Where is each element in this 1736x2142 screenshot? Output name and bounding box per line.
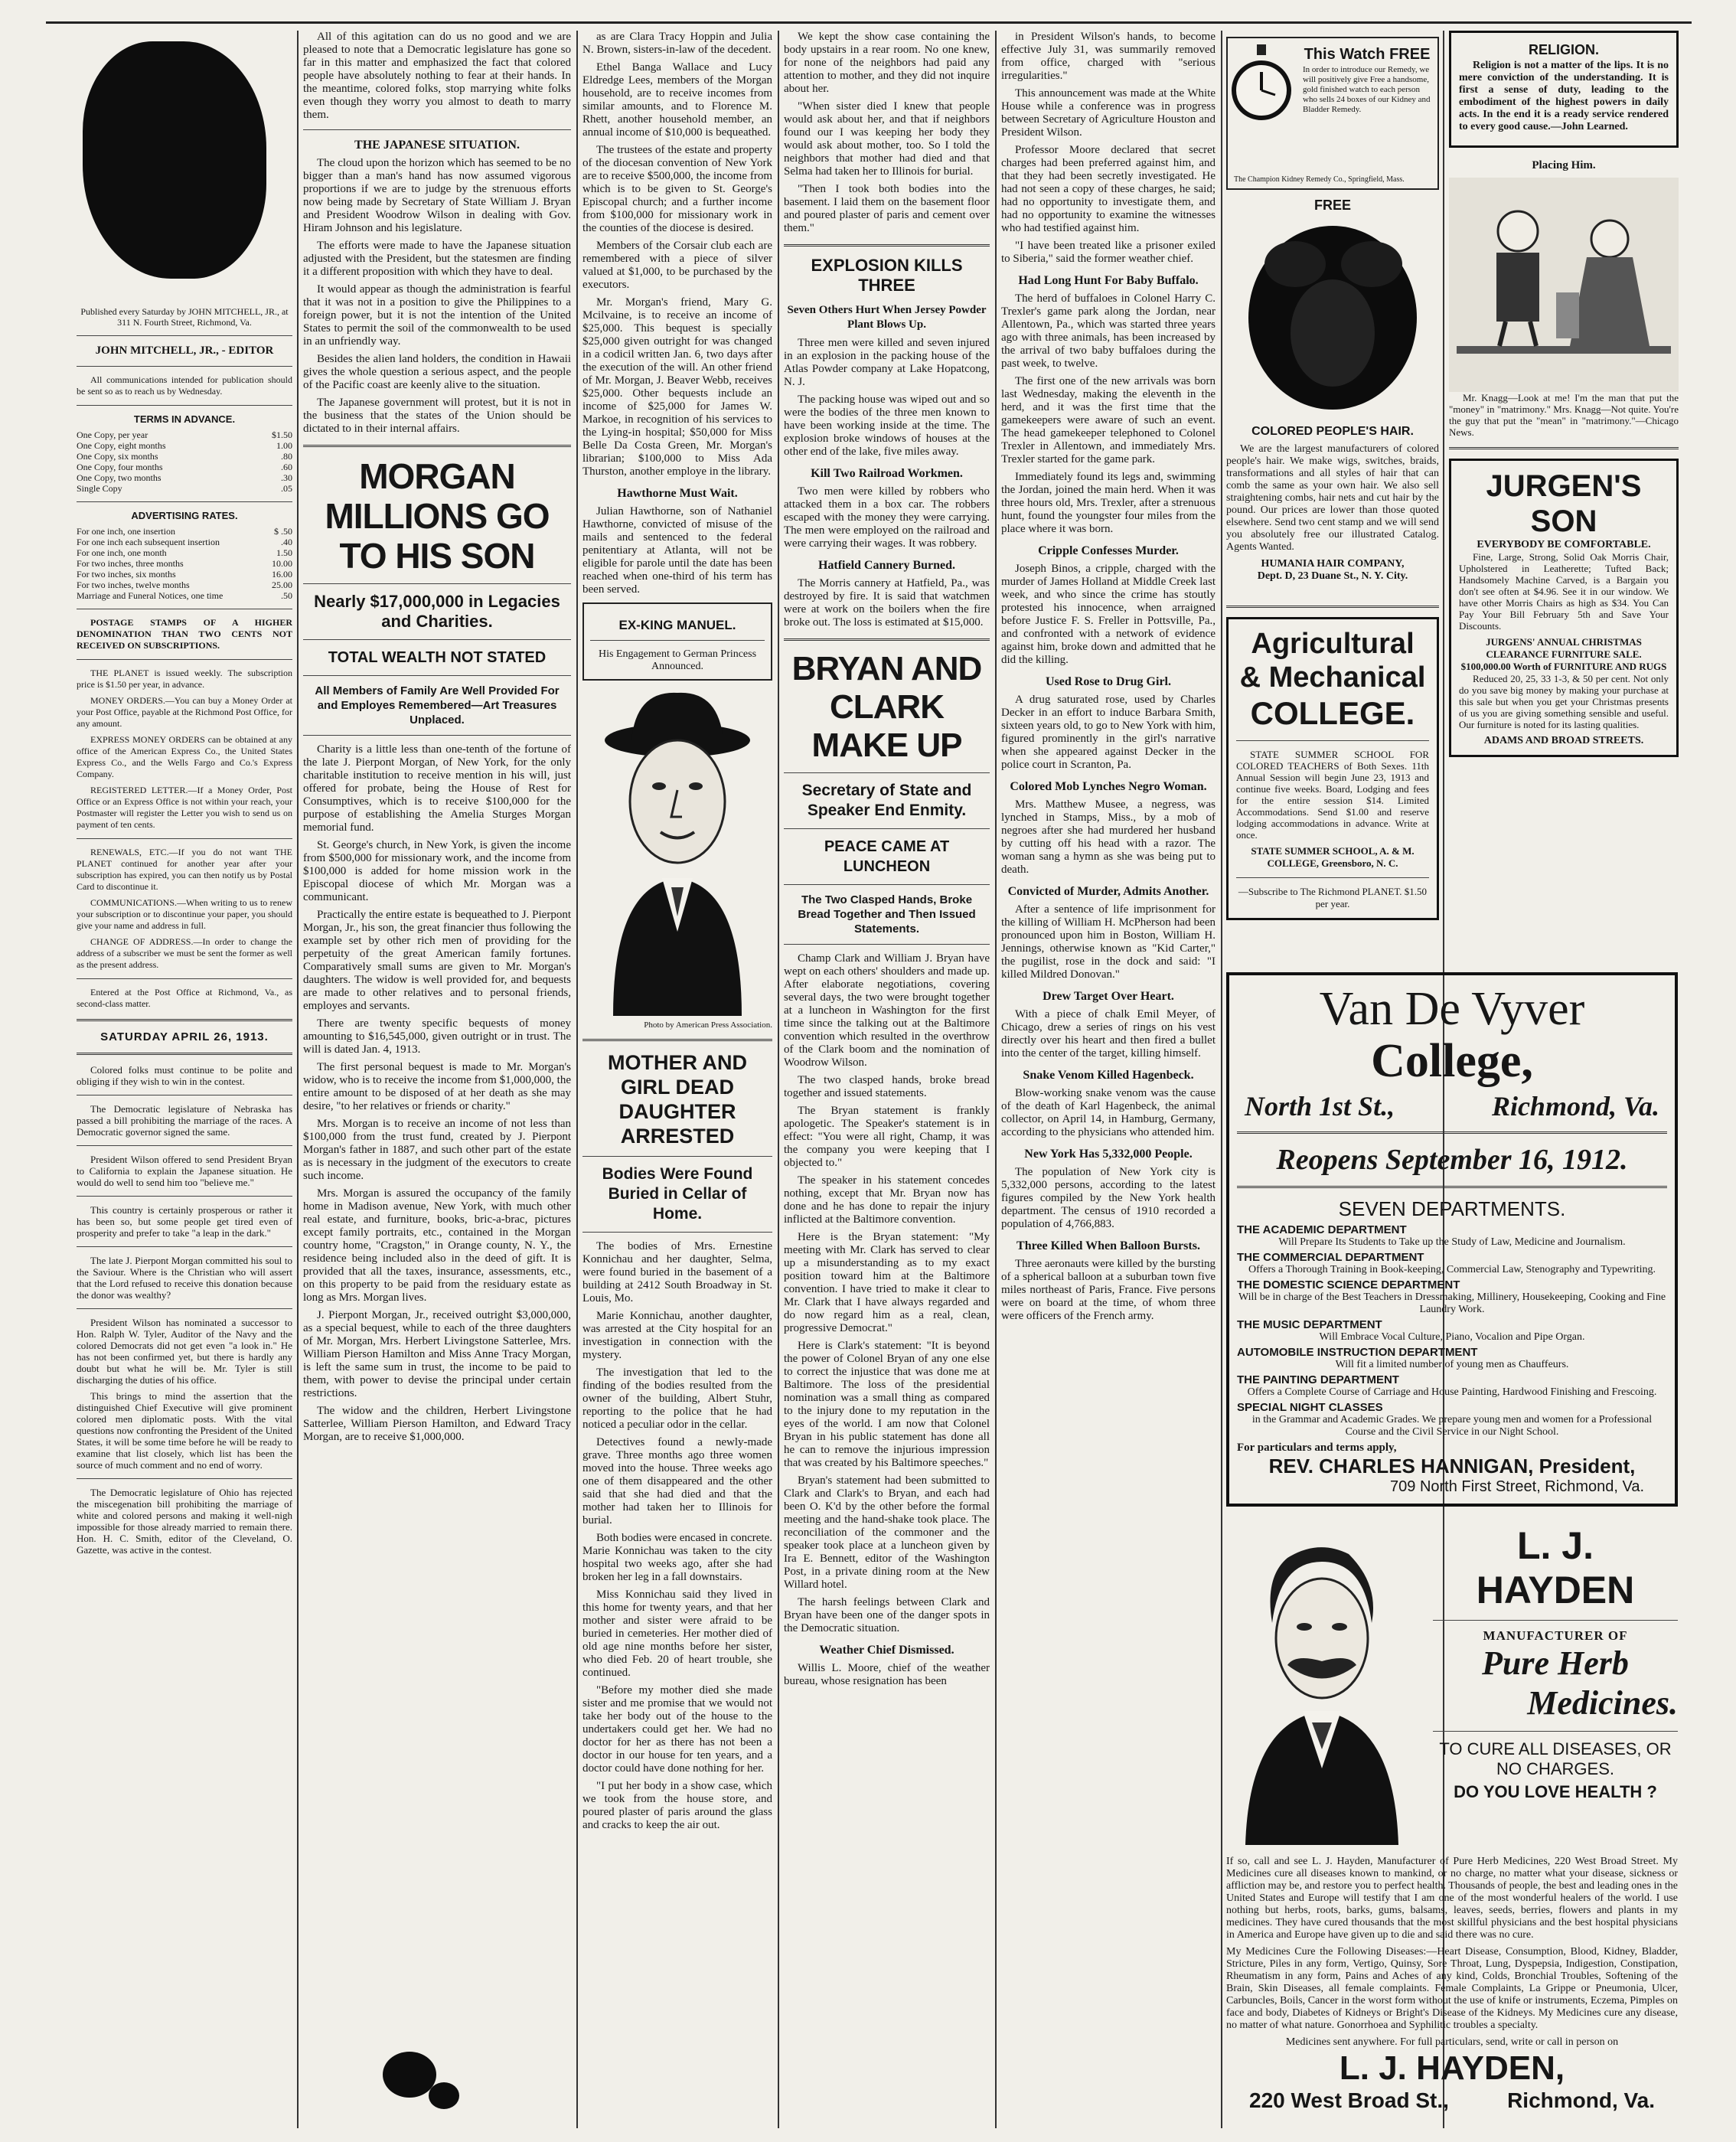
vdv-department-name: THE ACADEMIC DEPARTMENT [1237, 1223, 1407, 1236]
vdv-department-name: SPECIAL NIGHT CLASSES [1237, 1401, 1383, 1414]
column-rule [576, 31, 578, 2128]
hayden-text: If so, call and see L. J. Hayden, Manufacturer of Pure Herb Medicines, 220 West Broad Street. My Medicines cure all diseases known to mankind, or no charge, no matter what your disease, sickness or affliction may be, and restore you to perfect health. Thousands of people, the best and leading ones in the United States and Europe will testify that I am one of the most wonderful healers of the world. I use nothing but herbs, roots, barks, gums, balsams, leaves, seeds, berries, flowers and plants in my medicines. They have cured thousands that the most skillful physicians and the best hospital physicians in America and Europe have given up to die and said there was no cure. [1226, 1856, 1678, 1941]
editor-line: JOHN MITCHELL, JR., - EDITOR [95, 344, 274, 357]
morgan-headline: MORGAN MILLIONS GO TO HIS SON [325, 456, 550, 576]
mother-paragraph: "When sister died I knew that people would ask about her, and that if neighbors found our I was keeping her body they would ask about mother, too. So I told the neighbors that mother had died and that Selma had taken her to Illinois for burial. [784, 100, 990, 178]
bryan-subhead: Secretary of State and Speaker End Enmity. [801, 782, 972, 819]
watch-ad [1226, 37, 1439, 190]
vdv-department-desc: Offers a Thorough Training in Book-keeping, Commercial Law, Stenography and Typewriting. [1248, 1264, 1656, 1275]
ink-blot [429, 2082, 459, 2109]
column-rule [995, 31, 997, 2128]
agri-line-2: & Mechanical [1239, 661, 1426, 694]
bryan-paragraph: Here is the Bryan statement: "My meeting with Mr. Clark has served to clear up a misunderstanding as to my exact position toward him at the Baltimore convention. I have tried to make it clear to Mr. Clark that I have always regarded and do now regard him as a real, clean, progressive Democrat." [784, 1231, 990, 1334]
placing-text: Mr. Knagg—Look at me! I'm the man that put the "money" in "matrimony." Mrs. Knagg—Not quite. You're the guy that put the "mean" in "matrimony."—Chicago News. [1449, 392, 1679, 438]
agri-ad [1226, 617, 1439, 920]
vdv-reopens: Reopens September 16, 1912. [1276, 1144, 1628, 1176]
hayden-name: L. J. HAYDEN [1476, 1524, 1635, 1611]
convicted-title: Convicted of Murder, Admits Another. [1007, 885, 1209, 898]
editorial-paragraph: President Wilson offered to send President Bryan to California to explain the Japanese situation. He would do well to send him too "believe me." [77, 1154, 292, 1188]
hatfield-text: The Morris cannery at Hatfield, Pa., was destroyed by fire. It is said that watchmen were at work on the boilers when the fire broke out. The loss is estimated at $15,000. [784, 577, 990, 629]
column-3 [582, 31, 772, 2128]
adv-row-label: For one inch, one month [77, 547, 167, 558]
watch-icon [1231, 44, 1292, 129]
editorial-paragraph: The late J. Pierpont Morgan committed his soul to the Saviour. Where is the Christian who will assert that the Lord refused to receive this donation because the donor was wealthy? [77, 1255, 292, 1301]
vdv-address: 709 North First Street, Richmond, Va. [1390, 1478, 1644, 1495]
hair-title: COLORED PEOPLE'S HAIR. [1251, 425, 1414, 438]
vdv-department-name: THE COMMERCIAL DEPARTMENT [1237, 1251, 1424, 1264]
bryan-paragraph: Champ Clark and William J. Bryan have wept on each others' shoulders and made up. After elaborate negotiations, covering several days, the two were brought together at a luncheon in Washington for the first time since the talking out at the Baltimore convention which resulted in the overthrow of the Clark boom and the nomination of Woodrow Wilson. [784, 952, 990, 1069]
ex-king-portrait [582, 687, 772, 1016]
morgan-paragraph: J. Pierpont Morgan, Jr., received outright $3,000,000, as a special bequest, while to each of the three daughters of Mr. Morgan, Mrs. Herbert Livingstone Satterlee, Mrs. William Pierson Hamilton and Miss Anne Tracy Morgan, is left the same sum in trust, the income to be paid to them, with power to devise the principal under certain restrictions. [303, 1309, 571, 1399]
vdv-title-2: College, [1371, 1035, 1533, 1087]
explosion-paragraph: Three men were killed and seven injured in an explosion in the packing house of the Atlas Powder company at Lake Hopatcong, N. J. [784, 337, 990, 388]
vdv-department-name: THE PAINTING DEPARTMENT [1237, 1373, 1399, 1386]
rose-title: Used Rose to Drug Girl. [1046, 675, 1171, 688]
hair-address: Dept. D, 23 Duane St., N. Y. City. [1257, 570, 1408, 582]
ny-title: New York Has 5,332,000 People. [1024, 1148, 1193, 1161]
terms-row-label: One Copy, eight months [77, 440, 166, 451]
hawthorne-text: Julian Hawthorne, son of Nathaniel Hawthorne, convicted of misuse of the mails and sentenced to the federal penitentiary at Atlanta, will not be eligible for parole until the date has been reached when one-third of his term has been served. [582, 505, 772, 596]
watch-company: The Champion Kidney Remedy Co., Springfield, Mass. [1234, 175, 1405, 184]
adv-title: ADVERTISING RATES. [131, 510, 238, 521]
watch-text: In order to introduce our Remedy, we will positively give Free a handsome, gold finished watch to each person who sells 24 boxes of our Kidney and Bladder Remedy. [1303, 65, 1431, 114]
agri-address: STATE SUMMER SCHOOL, A. & M. COLLEGE, Greensboro, N. C. [1251, 845, 1415, 869]
japanese-article [303, 157, 571, 436]
hayden-sent: Medicines sent anywhere. For full particulars, send, write or call in person on [1285, 2036, 1619, 2048]
adv-row-label: For two inches, three months [77, 558, 184, 569]
terms-list [77, 429, 292, 494]
explosion-headline: EXPLOSION KILLS THREE [811, 256, 963, 295]
vdv-department [1237, 1346, 1667, 1371]
page-header-rule [46, 5, 1692, 24]
adv-row [77, 537, 292, 547]
weather-text: Willis L. Moore, chief of the weather bureau, whose resignation has been [784, 1662, 990, 1687]
ad-column-7 [1449, 31, 1679, 965]
convicted-text: After a sentence of life imprisonment for the killing of William H. McPherson had been pronounced upon him in Boston, William H. Jennings, otherwise known as "Kid Carter," the pugilist, rose in the dock and said: "I killed Mildred Donovan." [1001, 903, 1216, 981]
terms-row [77, 462, 292, 472]
terms-row-price: .80 [281, 451, 292, 462]
adv-row-price: .40 [281, 537, 292, 547]
buffalo-paragraph: The herd of buffaloes in Colonel Harry C. Trexler's game park along the Jordan, near Allentown, Pa., which was started three years ago with three animals, has been increased by the arrival of two baby buffaloes during the past week, to twelve. [1001, 292, 1216, 370]
morgan-paragraph: Mr. Morgan's friend, Mary G. Mcilvaine, is to receive an income of $25,000. This bequest is specially $25,000 given outright for was changed in a codicil written Jan. 6, two days after the execution of the will. An other friend of Mr. Morgan, J. Beaver Webb, receives $25,000. Other bequests include an income of $25,000 for James W. Markoe, in recognition of his services to the Lying-in hospital; $50,000 for Miss Belle Da Costa Green, Mr. Morgan's librarian; $100,000 to Miss Ada Thurston, another employe in the library. [582, 296, 772, 478]
express-orders: EXPRESS MONEY ORDERS can be obtained at any office of the American Express Co., the United States Express Co., and the Wells Fargo and Co.'s Express Company. [77, 734, 292, 779]
hayden-address: 220 West Broad St., [1249, 2088, 1449, 2112]
renewals: RENEWALS, ETC.—If you do not want THE PLANET continued for another year after your subscription has expired, you can then notify us by Postal Card to discontinue it. [77, 847, 292, 892]
money-orders: MONEY ORDERS.—You can buy a Money Order at your Post Office, payable at the Richmond Post Office, for any amount. [77, 695, 292, 729]
column-1 [77, 31, 292, 2128]
hayden-pure: Pure Herb [1482, 1644, 1629, 1682]
vdv-department [1237, 1401, 1667, 1438]
photo-credit: Photo by American Press Association. [644, 1020, 772, 1030]
morgan-paragraph: There are twenty specific bequests of money amounting to $16,545,000, given outright or in trust. The will is dated Jan. 4, 1913. [303, 1017, 571, 1056]
terms-row [77, 451, 292, 462]
bryan-paragraph: The harsh feelings between Clark and Bryan have been one of the danger spots in the Democratic situation. [784, 1596, 990, 1634]
editorial-paragraph: The Democratic legislature of Ohio has rejected the miscegenation bill prohibiting the marriage of white and colored persons and making it well-nigh impossible for those already married to remain there. Hon. H. C. Smith, editor of the Cleveland, O. Gazette, was active in the contest. [77, 1487, 292, 1556]
buffalo-title: Had Long Hunt For Baby Buffalo. [1018, 274, 1199, 287]
communications-note: All communications intended for publication should be sent so as to reach us by Wednesday. [77, 374, 292, 397]
vdv-department [1237, 1223, 1667, 1249]
hayden-medicines: Medicines. [1527, 1684, 1678, 1722]
weather-paragraph: in President Wilson's hands, to become effective July 31, was summarily removed from office, charged with "serious irregularities." [1001, 31, 1216, 82]
morgan-article [303, 743, 571, 1444]
vdv-department [1237, 1251, 1667, 1276]
vdv-department-desc: Will fit a limited number of young men as Chauffeurs. [1335, 1359, 1569, 1370]
weather-paragraph: "I have been treated like a prisoner exiled to Siberia," said the former weather chief. [1001, 240, 1216, 265]
mother-paragraph: The investigation that led to the finding of the bodies resulted from the owner of the building, Albert Stuhr, reporting to the police that he had noticed a peculiar odor in the cellar. [582, 1367, 772, 1431]
adv-row-label: For two inches, twelve months [77, 580, 190, 590]
adv-row-price: $ .50 [274, 526, 292, 537]
adv-row-label: For one inch, one insertion [77, 526, 175, 537]
registered-letter: REGISTERED LETTER.—If a Money Order, Post Office or an Express Office is not within your reach, your Postmaster will register the Letter you wish to send us on payment of ten cents. [77, 785, 292, 830]
morgan-paragraph: Ethel Banga Wallace and Lucy Eldredge Lees, members of the Morgan household, are to receive incomes from similar amounts, and to Florence M. Rhett, another household member, an annual income of $10,000 is bequeathed. [582, 61, 772, 139]
adv-row-price: 16.00 [272, 569, 292, 580]
morgan-subhead: Nearly $17,000,000 in Legacies and Charities. [314, 592, 560, 631]
terms-row-price: .05 [281, 483, 292, 494]
hayden-health: DO YOU LOVE HEALTH ? [1454, 1782, 1657, 1801]
weather-paragraph: This announcement was made at the White House while a conference was in progress between Secretary of Agriculture Houston and President Wilson. [1001, 87, 1216, 139]
drew-text: With a piece of chalk Emil Meyer, of Chicago, drew a series of rings on his vest directly over his heart and then fired a bullet into the center of the target, killing himself. [1001, 1008, 1216, 1060]
morgan-subhead-3: All Members of Family Are Well Provided For and Employes Remembered—Art Treasures Unplaced. [315, 684, 560, 727]
bryan-headline: BRYAN AND CLARK MAKE UP [791, 650, 982, 764]
bryan-paragraph: The Bryan statement is frankly apologetic. The Speaker's statement is in effect: "You were all right, Champ, it was the company you were keeping that I objected to." [784, 1105, 990, 1169]
religion-title: RELIGION. [1528, 42, 1599, 57]
hayden-cure: TO CURE ALL DISEASES, OR NO CHARGES. [1439, 1739, 1672, 1778]
mob-text: Mrs. Matthew Musee, a negress, was lynched in Stamps, Miss., by a mob of negroes after she had murdered her husband by cutting off his head with a razor. The woman sang a hymn as she was being put to death. [1001, 798, 1216, 876]
snake-text: Blow-working snake venom was the cause of the death of Karl Hagenbeck, the animal collector, on April 14, in Hamburg, Germany, according to the physicians who attended him. [1001, 1087, 1216, 1138]
bryan-subhead-2: PEACE CAME AT LUNCHEON [824, 838, 950, 875]
terms-title: TERMS IN ADVANCE. [133, 413, 236, 425]
terms-row-label: One Copy, six months [77, 451, 158, 462]
vdv-president: REV. CHARLES HANNIGAN, President, [1268, 1455, 1636, 1478]
van-de-vyver-ad [1226, 972, 1678, 1507]
terms-row-price: .30 [281, 472, 292, 483]
hawthorne-title: Hawthorne Must Wait. [617, 487, 738, 500]
agri-line-1: Agricultural [1251, 628, 1415, 660]
vdv-city: Richmond, Va. [1491, 1091, 1659, 1122]
cripple-text: Joseph Binos, a cripple, charged with the murder of James Holland at Middle Creek last week, and who since the crime has stoutly protested his innocence, when arraigned before Justice F. S. Freller in Pottsville, Pa., and confronted with a network of evidence against him, broke down and admitted that he did the killing. [1001, 563, 1216, 666]
hair-text: We are the largest manufacturers of colored people's hair. We make wigs, switches, braids, transformations and all styles of hair that can comb the same as your own hair. We also sell straightening combs, hair nets and cut hair by the pound. Our prices are lower than those quoted elsewhere. Send two cent stamp and we will send you absolutely free our illustrated Catalog. Agents Wanted. [1226, 443, 1439, 553]
terms-row [77, 483, 292, 494]
editorial-paragraph: Colored folks must continue to be polite and obliging if they wish to win in the contest. [77, 1064, 292, 1087]
jurgen-text: Fine, Large, Strong, Solid Oak Morris Chair, Upholstered in Leatherette; Tufted Back; Handsomely Machine Carved, is a Bargain you don't see often at $4.96. See it in our window. We have other Morris Chairs as high as $34. You Can Pay Your Bill February 5th and Save Your Discounts. [1459, 551, 1669, 632]
terms-row-label: Single Copy [77, 483, 122, 494]
vdv-seven: SEVEN DEPARTMENTS. [1338, 1197, 1566, 1220]
morgan-paragraph: The trustees of the estate and property of the diocesan convention of New York are to receive $500,000, the income from which is to be given to St. George's Episcopal church; and a further income from $100,000 for missionary work in the counties of the diocese is desired. [582, 144, 772, 234]
exking-subhead: His Engagement to German Princess Announced. [598, 648, 757, 672]
postage-note: POSTAGE STAMPS OF A HIGHER DENOMINATION THAN TWO CENTS NOT RECEIVED ON SUBSCRIPTIONS. [77, 617, 292, 651]
adv-row-price: 10.00 [272, 558, 292, 569]
adv-row [77, 547, 292, 558]
morgan-paragraph: Mrs. Morgan is assured the occupancy of the family home in Madison avenue, New York, with much other real estate, and furniture, books, bric-a-brac, pictures except family portraits, etc., contained in the Morgan country home, "Cragston," in Orange county, N. Y., the residence being included also in the deed of gift. It is provided that all the taxes, insurance, assessments, etc., on this property to be paid from the residuary estate as long as Mrs. Morgan lives. [303, 1187, 571, 1304]
morgan-paragraph: Mrs. Morgan is to receive an income of not less than $100,000 from the trust fund, created by J. Pierpont Morgan's father in 1887, and such other part of the estate as is necessary in the judgment of the executors to create such income. [303, 1118, 571, 1182]
ny-text: The population of New York city is 5,332,000 persons, according to the latest figures compiled by the New York health department. The census of 1910 recorded a population of 4,766,883. [1001, 1166, 1216, 1230]
column-rule [778, 31, 779, 2128]
subscribe-note: —Subscribe to The Richmond PLANET. $1.50 per year. [1238, 886, 1428, 909]
buffalo-paragraph: The first one of the new arrivals was born last Wednesday, making the eleventh in the herd, and it was the first time that the gamekeepers were aware of such an event. The head gamekeeper telephoned to Colonel Trexler in Allentown, and immediately Mrs. Trexler started for the game park. [1001, 375, 1216, 465]
adv-row-price: 25.00 [272, 580, 292, 590]
hayden-list: My Medicines Cure the Following Diseases:—Heart Disease, Consumption, Blood, Kidney, Bladder, Stricture, Piles in any form, Vertigo, Quinsy, Sore Throat, Lung, Dyspepsia, Indigestion, Constipation, Rheumatism in any form, Pains and Aches of any kind, Colds, Bronchial Troubles, Softening of the Brain, Skin Diseases, all female complaints. Female Complaints, La Grippe or Pneumonia, Ulcer, Carbuncles, Boils, Cancer in the worst form without the use of knife or instruments, Eczema, Pimples on face and body, Diabetes of Kidneys or Bright's Disease of the Kidneys. My Medicines cure any disease, no matter of what nature. Gonorrhoea and Syphilitic troubles a specialty. [1226, 1946, 1678, 2031]
vdv-street: North 1st St., [1245, 1091, 1395, 1122]
bryan-article [784, 952, 990, 1635]
mother-paragraph: "Then I took both bodies into the basement. I laid them on the basement floor and poured plaster of paris and cement over them." [784, 183, 990, 234]
railroad-title: Kill Two Railroad Workmen. [811, 467, 963, 480]
placing-cartoon [1449, 178, 1679, 392]
bryan-paragraph: Here is Clark's statement: "It is beyond the power of Colonel Bryan of any one else to correct the injustice that was done me at Baltimore. The loss of the presidential nomination was a small thing as compared to the injury done to my reputation in the eyes of the world. I am now that Colonel Bryan in his public statement has done all he can to remove the injurious impression that was created by his Baltimore speeches." [784, 1340, 990, 1469]
mother-paragraph: We kept the show case containing the body upstairs in a rear room. No one knew, for none of the neighbors had paid any attention to mother, and they did not inquire about her. [784, 31, 990, 95]
adv-row-price: .50 [281, 590, 292, 601]
terms-row-label: One Copy, four months [77, 462, 163, 472]
bryan-paragraph: The two clasped hands, broke bread together and issued statements. [784, 1074, 990, 1099]
explosion-subhead: Seven Others Hurt When Jersey Powder Plant Blows Up. [787, 304, 987, 331]
morgan-article-cont [582, 31, 772, 478]
weather-title: Weather Chief Dismissed. [819, 1644, 954, 1657]
japanese-paragraph: The cloud upon the horizon which has seemed to be no bigger than a man's hand has now assumed vigorous proportions if we are to judge by the strenuous efforts now being made by Secretary of State William J. Bryan and President Woodrow Wilson in dealing with Gov. Hiram Johnson and his legislature. [303, 157, 571, 234]
vdv-department-desc: Will be in charge of the Best Teachers in Dressmaking, Millinery, Housekeeping, Cooking and Fine Laundry Work. [1238, 1291, 1666, 1315]
morgan-paragraph: Charity is a little less than one-tenth of the fortune of the late J. Pierpont Morgan, of New York, for the only charitable institution to receive mention in his will, just offered for probate, being the House of Rest for Consumptives, which is to receive $100,000 for the purpose of establishing the Amelia Sturges Morgan memorial fund. [303, 743, 571, 834]
bryan-paragraph: Bryan's statement had been submitted to Clark and Clark's to Bryan, and each had been O. K'd by the other before the formal meeting and the hand-shake took place. The reconciliation of the commoner and the speaker took place at a luncheon given by Ira E. Bennett, editor of the Washington Post, in a private dining room at the New Willard hotel. [784, 1474, 990, 1591]
mother-paragraph: Detectives found a newly-made grave. Three months ago three women moved into the house. Three weeks ago one of them disappeared and the other said that she had died and that the mother had taken her to Illinois for burial. [582, 1436, 772, 1527]
balloon-text: Three aeronauts were killed by the bursting of a spherical balloon at a suburban town five miles northeast of Paris, France. Five persons were on board at the time, of whom three were officers of the French army. [1001, 1258, 1216, 1322]
adv-row-label: Marriage and Funeral Notices, one time [77, 590, 224, 601]
ad-column-6 [1226, 31, 1439, 965]
bryan-paragraph: The speaker in his statement concedes nothing, except that Mr. Bryan now has done and he has done to repair the injury inflicted at the Baltimore convention. [784, 1174, 990, 1226]
column-rule [297, 31, 299, 2128]
vdv-department-desc: in the Grammar and Academic Grades. We prepare young men and women for a Professional Course and the Civil Service in our Night School. [1251, 1414, 1653, 1438]
buffalo-article [1001, 292, 1216, 536]
cripple-title: Cripple Confesses Murder. [1038, 544, 1179, 557]
jurgen-sale-1: JURGENS' ANNUAL CHRISTMAS CLEARANCE FURNITURE SALE. [1486, 636, 1642, 660]
explosion-paragraph: The packing house was wiped out and so were the bodies of the three men known to have been working inside at the time. The explosion broke windows of houses at the other end of the lake, five miles away. [784, 393, 990, 458]
column-rule [1221, 31, 1222, 2128]
publisher-line: Published every Saturday by JOHN MITCHELL, JR., at 311 N. Fourth Street, Richmond, Va. [80, 306, 289, 328]
column-2 [303, 31, 571, 2128]
terms-row [77, 429, 292, 440]
hayden-manufacturer: MANUFACTURER OF [1483, 1628, 1628, 1643]
mother-paragraph: Miss Konnichau said they lived in this home for twenty years, and that her mother and sister were afraid to be buried in cemeteries. Her mother died of old age nine months before her sister, who died Feb. 20 of heart trouble, she continued. [582, 1589, 772, 1679]
exking-title: EX-KING MANUEL. [618, 618, 736, 632]
vdv-department-desc: Will Prepare Its Students to Take up the Study of Law, Medicine and Journalism. [1278, 1236, 1626, 1248]
hayden-ad [1226, 1523, 1678, 2113]
balloon-title: Three Killed When Balloon Bursts. [1016, 1239, 1200, 1252]
railroad-text: Two men were killed by robbers who attacked them in a box car. The robbers escaped with the money they were carrying. The men were employed on the railroad and were carrying their wages. It was robbery. [784, 485, 990, 550]
mother-subhead: Bodies Were Found Buried in Cellar of Home. [602, 1165, 753, 1223]
explosion-article [784, 337, 990, 459]
ink-blot [383, 2052, 436, 2098]
column-5 [1001, 31, 1216, 2128]
hair-company: HUMANIA HAIR COMPANY, [1261, 558, 1405, 570]
japanese-title: THE JAPANESE SITUATION. [354, 139, 520, 152]
religion-box [1449, 31, 1679, 148]
vdv-department-desc: Will Embrace Vocal Culture, Piano, Vocalion and Pipe Organ. [1319, 1331, 1585, 1343]
jurgen-ad [1449, 459, 1679, 757]
column-4 [784, 31, 990, 2128]
mother-paragraph: The bodies of Mrs. Ernestine Konnichau and her daughter, Selma, were found buried in the basement of a building at 2412 South Broadway in St. Louis, Mo. [582, 1240, 772, 1304]
vdv-department [1237, 1318, 1667, 1344]
rose-text: A drug saturated rose, used by Charles Decker in an effort to induce Barbara Smith, sixteen years old, to go to New York with him, figured prominently in the girl's narrative when she appeared against Decker in the police court in Scranton, Pa. [1001, 694, 1216, 771]
bryan-subhead-3: The Two Clasped Hands, Broke Bread Together and Then Issued Statements. [798, 893, 976, 935]
exking-box [582, 602, 772, 681]
weather-paragraph: Professor Moore declared that secret charges had been preferred against him, and that they had been secretly investigated. He had not seen a copy of these charges, he said; had no opportunity to investigate them, and had no opportunity to examine the witnesses who had testified against him. [1001, 144, 1216, 234]
buffalo-paragraph: Immediately found its legs and, swimming the Jordan, joined the main herd. When it was three hours old, Mrs. Trexler, after a strenuous hunt, found the youngster four miles from the place where it was born. [1001, 471, 1216, 535]
adv-list [77, 526, 292, 601]
morgan-paragraph: St. George's church, in New York, is given the income from $500,000 for missionary work, and the income from $100,000 is added for home mission work in the Episcopal diocese of which Mr. Morgan was a communicant. [303, 839, 571, 903]
religion-text: Religion is not a matter of the lips. It is no mere conviction of the understanding. It is first a sense of duty, leading to the embodiment of the highest powers in daily acts. In the end it is a ready service rendered to every good cause.—John Learned. [1459, 60, 1669, 132]
morgan-paragraph: Practically the entire estate is bequeathed to J. Pierpont Morgan, Jr., his son, the great financier thus following the example set by other rich men of providing for the perpetuity of the great American family fortunes. Comparatively small sums are given to Mr. Morgan's daughters. The widow is well provided for, and bequests are made to other relatives and to personal friends, employes and servants. [303, 909, 571, 1012]
editorial-paragraph: All of this agitation can do us no good and we are pleased to note that a Democratic legislature has gone so far in this matter and emphasized the fact that colored people have absolutely nothing to fear at their hands. In the meantime, colored folks, stop marrying white folks even though they worry you almost to death to marry them. [303, 31, 571, 121]
morgan-paragraph: The first personal bequest is made to Mr. Morgan's widow, who is to receive the income from $1,000,000, the entire amount to be disposed of at her death as she may desire, "to her relatives or friends or charity." [303, 1061, 571, 1112]
vdv-department-name: THE MUSIC DEPARTMENT [1237, 1318, 1382, 1331]
snake-title: Snake Venom Killed Hagenbeck. [1023, 1069, 1194, 1082]
adv-row [77, 526, 292, 537]
masthead-ink-blot [77, 31, 292, 306]
mother-paragraph: "Before my mother died she made sister and me promise that we would not take her body out of the house to the undertakers could get her. We had no doctor for her as there has not been a doctor in our house for ten years, and a doctor could have done nothing for her. [582, 1684, 772, 1775]
morgan-subhead-2: TOTAL WEALTH NOT STATED [328, 649, 547, 666]
vdv-departments [1237, 1223, 1667, 1438]
adv-row [77, 569, 292, 580]
planet-issued: THE PLANET is issued weekly. The subscription price is $1.50 per year, in advance. [77, 668, 292, 690]
editorial-paragraph: This brings to mind the assertion that the distinguished Chief Executive will give prominent colored men diplomatic posts. With the vital questions now confronting the President of the United States, it will be some time before he will be ready to examine that list closely, which list has been the source of much comment and no end of worry. [77, 1390, 292, 1471]
vdv-particulars: For particulars and terms apply, [1237, 1442, 1397, 1454]
morgan-paragraph: Members of the Corsair club each are remembered with a piece of silver valued at $1,000, to be purchased by the executors. [582, 240, 772, 291]
morgan-paragraph: The widow and the children, Herbert Livingstone Satterlee, William Pierson Hamilton, and Edward Tracy Morgan, are to receive $1,000,000. [303, 1405, 571, 1443]
right-ad-stack [1226, 972, 1678, 2128]
jurgen-sale-2: $100,000.00 Worth of FURNITURE AND RUGS [1460, 661, 1667, 672]
terms-row-price: 1.00 [276, 440, 292, 451]
japanese-paragraph: The Japanese government will protest, but it is not in the business that the states of the Union should be dictated to in their internal affairs. [303, 397, 571, 435]
jurgen-subhead: EVERYBODY BE COMFORTABLE. [1477, 539, 1651, 550]
editorial-paragraph: President Wilson has nominated a successor to Hon. Ralph W. Tyler, Auditor of the Navy and the colored Democrats did not get even "a look in." He has not been confirmed yet, but there is hardly any doubt but what he will be. Mr. Tyler is still discharging the duties of his office. [77, 1317, 292, 1386]
adv-row [77, 580, 292, 590]
adv-row-price: 1.50 [276, 547, 292, 558]
adv-row [77, 590, 292, 601]
agri-line-3: COLLEGE. [1250, 695, 1415, 731]
jurgen-address: ADAMS AND BROAD STREETS. [1483, 735, 1644, 746]
change-address: CHANGE OF ADDRESS.—In order to change the address of a subscriber we must be sent the former as well as the present address. [77, 936, 292, 970]
japanese-paragraph: Besides the alien land holders, the condition in Hawaii gives the whole question a serious aspect, and the people of the Pacific coast are keenly alive to the situation. [303, 353, 571, 391]
placing-title: Placing Him. [1532, 159, 1596, 171]
hayden-portrait [1226, 1539, 1418, 1845]
date-line: SATURDAY APRIL 26, 1913. [100, 1030, 269, 1043]
jurgen-title: JURGEN'S SON [1486, 469, 1642, 538]
communications: COMMUNICATIONS.—When writing to us to renew your subscription or to discontinue your paper, you should give your name and address in full. [77, 897, 292, 931]
weather-article-cont [1001, 31, 1216, 266]
jurgen-sale-3: Reduced 20, 25, 33 1-3, & 50 per cent. Not only do you save big money by making your purchase at this sale but when you get your Christmas presents of us you are giving something sensible and useful. Our furniture is noted for its lasting qualities. [1459, 673, 1669, 730]
editorial-paragraph: This country is certainly prosperous or rather it has been so, but some people get tired even of prosperity and prefer to take "a leap in the dark." [77, 1204, 292, 1239]
japanese-paragraph: It would appear as though the administration is fearful that it was not in a position to give the Philippines to a foreign power, but it is not the intention of the United States to permit the soil of the commonwealth to be used in an unfriendly way. [303, 283, 571, 348]
japanese-paragraph: The efforts were made to have the Japanese situation adjusted with the President, but the statesmen are finding it a different proposition with which they have to deal. [303, 240, 571, 278]
mother-article [582, 1240, 772, 1832]
adv-row-label: For two inches, six months [77, 569, 176, 580]
watch-title: This Watch FREE [1304, 46, 1431, 63]
mother-headline: MOTHER AND GIRL DEAD DAUGHTER ARRESTED [608, 1051, 747, 1148]
mother-paragraph: Both bodies were encased in concrete. Marie Konnichau was taken to the city hospital two weeks ago, after she had broken her leg in a fall downstairs. [582, 1532, 772, 1583]
vdv-department-name: THE DOMESTIC SCIENCE DEPARTMENT [1237, 1278, 1460, 1291]
mother-paragraph: Marie Konnichau, another daughter, was arrested at the City hospital for an investigation in connection with the mystery. [582, 1310, 772, 1361]
terms-row [77, 472, 292, 483]
editorial-paragraph: The Democratic legislature of Nebraska has passed a bill prohibiting the marriage of the races. A Democratic governor signed the same. [77, 1103, 292, 1138]
vdv-department-desc: Offers a Complete Course of Carriage and House Painting, Hardwood Finishing and Frescoing. [1247, 1386, 1657, 1398]
vdv-title-1: Van De Vyver [1319, 983, 1585, 1035]
agri-text: STATE SUMMER SCHOOL FOR COLORED TEACHERS of Both Sexes. 11th Annual Session will begin June 23, 1913 and continue five weeks. Board, Lodging and fees for the entire session $14. Limited Accommodations. Send $1.00 and reserve lodging accommodations in advance. Write at once. [1236, 749, 1429, 841]
adv-row-label: For one inch each subsequent insertion [77, 537, 220, 547]
hair-illustration [1226, 218, 1439, 417]
mother-paragraph: "I put her body in a show case, which we took from the house store, and poured plaster of paris around the glass and cracks to keep the air out. [582, 1780, 772, 1831]
adv-row [77, 558, 292, 569]
entered-note: Entered at the Post Office at Richmond, Va., as second-class matter. [77, 987, 292, 1009]
terms-row-label: One Copy, two months [77, 472, 162, 483]
hatfield-title: Hatfield Cannery Burned. [817, 559, 956, 572]
vdv-department [1237, 1278, 1667, 1316]
vdv-department [1237, 1373, 1667, 1399]
terms-row-price: .60 [281, 462, 292, 472]
mother-article-cont [784, 31, 990, 235]
terms-row-price: $1.50 [272, 429, 292, 440]
terms-row-label: One Copy, per year [77, 429, 148, 440]
hayden-city: Richmond, Va. [1507, 2088, 1655, 2112]
hayden-name-2: L. J. HAYDEN, [1339, 2049, 1565, 2087]
vdv-department-name: AUTOMOBILE INSTRUCTION DEPARTMENT [1237, 1346, 1478, 1359]
terms-row [77, 440, 292, 451]
mob-title: Colored Mob Lynches Negro Woman. [1010, 780, 1207, 793]
drew-title: Drew Target Over Heart. [1043, 990, 1174, 1003]
morgan-paragraph: as are Clara Tracy Hoppin and Julia N. Brown, sisters-in-law of the decedent. [582, 31, 772, 56]
free-label: FREE [1313, 198, 1351, 213]
